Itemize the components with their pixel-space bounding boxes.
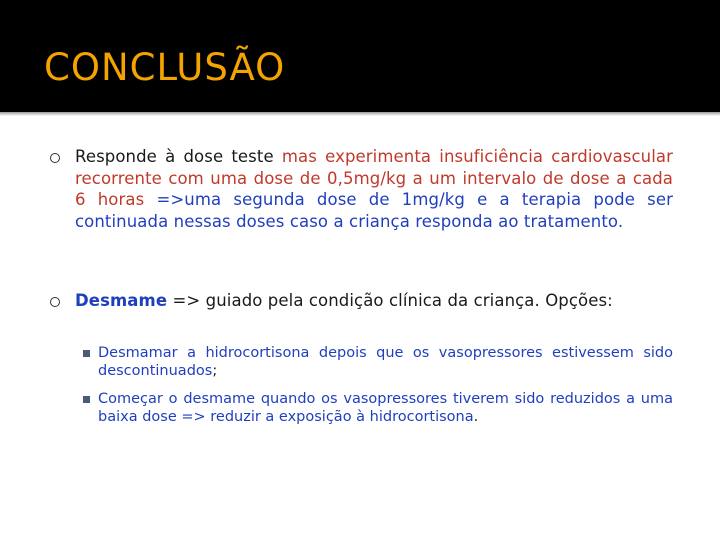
square-bullet-icon [83, 396, 90, 403]
bullet-2-term: Desmame [75, 291, 168, 310]
slide-title: CONCLUSÃO [44, 46, 286, 89]
hollow-circle-bullet-icon [50, 297, 60, 307]
bullet-1-text-blue: =>uma segunda dose de 1mg/kg e a terapia pode ser continuada nessas doses caso a criança responda ao tratamento. [75, 190, 673, 231]
sub-bullet-1 [98, 344, 673, 380]
bullet-paragraph-1 [75, 146, 673, 232]
sub-bullet-2-end: . [473, 409, 479, 425]
bullet-1-text-dark: Responde à dose teste [75, 147, 282, 166]
sub-bullet-2-text: Começar o desmame quando os vasopressores tiverem sido reduzidos a uma baixa dose => reduzir a exposição à hidrocortisona [98, 391, 673, 425]
sub-bullet-2 [98, 390, 673, 426]
sub-bullet-1-text: Desmamar a hidrocortisona depois que os vasopressores estivessem sido descontinuados [98, 345, 673, 379]
sub-bullet-1-end: ; [212, 363, 218, 379]
bullet-1-text-red: mas experimenta insuficiência cardiovascular recorrente com uma dose de 0,5mg/kg a um intervalo de dose a cada 6 horas [75, 147, 673, 209]
bullet-paragraph-2 [75, 290, 673, 312]
hollow-circle-bullet-icon [50, 153, 60, 163]
bullet-2-text: => guiado pela condição clínica da criança. Opções: [167, 291, 613, 310]
square-bullet-icon [83, 350, 90, 357]
